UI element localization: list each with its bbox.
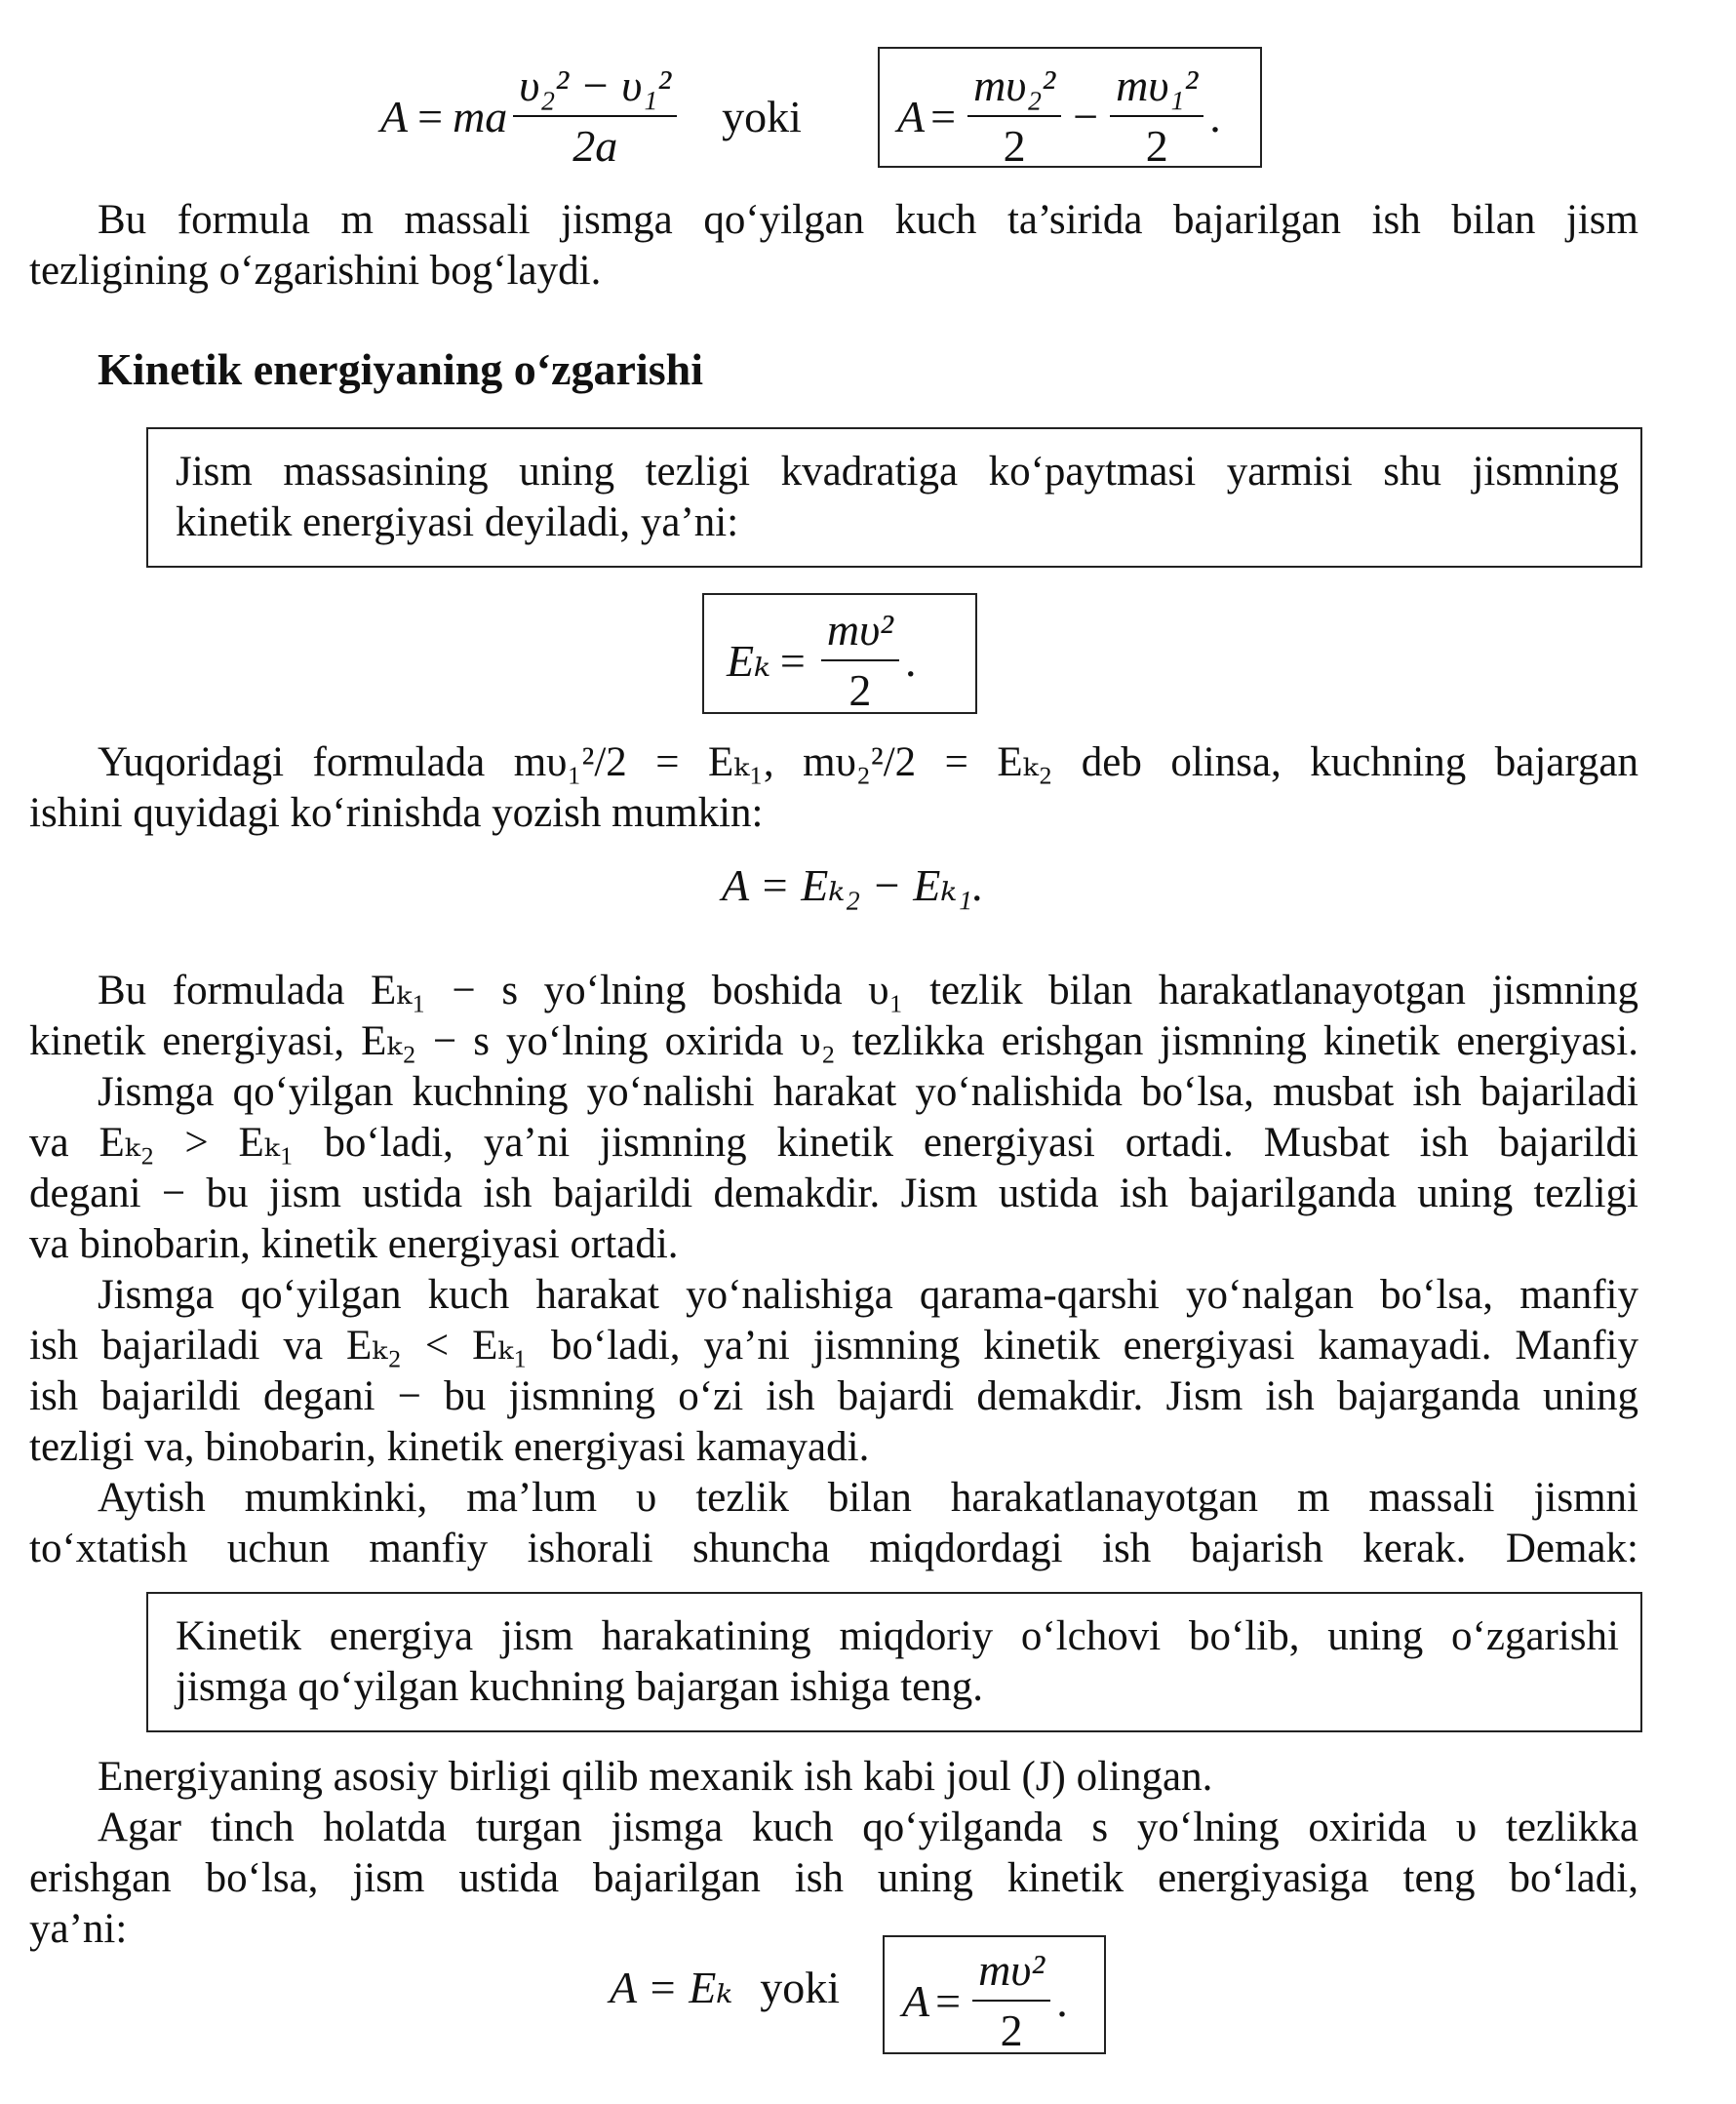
paragraph-line: ish bajarildi degani − bu jismning o‘zi ish bajardi demakdir. Jism ish bajarganda uning xyxy=(29,1373,1638,1419)
boxed-fraction xyxy=(972,1945,1050,2056)
definition-line: Kinetik energiya jism harakatining miqdoriy o‘lchovi bo‘lib, uning o‘zgarishi xyxy=(176,1613,1619,1659)
fraction-numerator: υ₂² − υ₁² xyxy=(513,60,677,117)
boxed-minus: − xyxy=(1073,91,1099,141)
boxed-formula-work-content xyxy=(897,60,1221,172)
paragraph-line: Agar tinch holatda turgan jismga kuch qo‘yilganda s yo‘lning oxirida υ tezlikka xyxy=(98,1805,1638,1850)
boxed-period: . xyxy=(1209,91,1221,141)
paragraph-line: tezligining o‘zgarishini bog‘laydi. xyxy=(29,248,602,294)
paragraph-line: va Eₖ₂ > Eₖ₁ bo‘ladi, ya’ni jismning kinetik energiyasi ortadi. Musbat ish bajarildi xyxy=(29,1120,1638,1166)
paragraph-line: erishgan bo‘lsa, jism ustida bajarilgan ish uning kinetik energiyasiga teng bo‘ladi, xyxy=(29,1855,1638,1901)
formula-work-energy-difference: A = Eₖ₂ − Eₖ₁. xyxy=(722,860,984,910)
boxed-eq: = xyxy=(935,1975,962,2026)
boxed-fraction-1 xyxy=(967,60,1061,172)
definition-line: Jism massasining uning tezligi kvadratiga ko‘paytmasi yarmisi shu jismning xyxy=(176,449,1619,495)
boxed-period: . xyxy=(1056,1975,1068,2026)
formula-eq: = xyxy=(417,91,444,141)
fraction-denominator: 2 xyxy=(848,665,872,715)
boxed-num-2: mυ₁² xyxy=(1110,60,1203,117)
formula-yoki: yoki xyxy=(722,91,802,141)
formula-eq: = xyxy=(779,635,806,686)
paragraph-line: degani − bu jism ustida ish bajarildi demakdir. Jism ustida ish bajarilganda uning tezligi xyxy=(29,1171,1638,1216)
paragraph-line: Bu formulada Eₖ₁ − s yo‘lning boshida υ₁ tezlik bilan harakatlanayotgan jismning xyxy=(98,968,1638,1013)
formula-kinetic-energy xyxy=(727,605,916,716)
formula-period: . xyxy=(904,635,917,686)
paragraph-line: Jismga qo‘yilgan kuchning yo‘nalishi harakat yo‘nalishida bo‘lsa, musbat ish bajariladi xyxy=(98,1069,1638,1115)
formula-fraction xyxy=(513,60,677,172)
section-heading: Kinetik energiyaning o‘zgarishi xyxy=(98,344,703,394)
boxed-den-2: 2 xyxy=(1145,121,1168,171)
paragraph-line: va binobarin, kinetik energiyasi ortadi. xyxy=(29,1221,679,1267)
formula-ma: ma xyxy=(453,91,508,141)
boxed-fraction-2 xyxy=(1110,60,1203,172)
definition-line: jismga qo‘yilgan kuchning bajargan ishiga teng. xyxy=(176,1664,983,1710)
fraction-numerator: mυ² xyxy=(821,605,899,661)
formula-fraction xyxy=(821,605,899,716)
paragraph-line: Energiyaning asosiy birligi qilib mexanik ish kabi joul (J) olingan. xyxy=(98,1754,1213,1800)
boxed-den: 2 xyxy=(1000,2005,1023,2055)
paragraph-line: ishini quyidagi ko‘rinishda yozish mumkin: xyxy=(29,790,764,836)
paragraph-line: to‘xtatish uchun manfiy ishorali shuncha miqdordagi ish bajarish kerak. Demak: xyxy=(29,1526,1638,1571)
formula-lhs: A = Eₖ xyxy=(610,1963,733,2012)
boxed-lhs: A xyxy=(902,1975,930,2026)
formula-work-velocity xyxy=(380,60,802,172)
boxed-den-1: 2 xyxy=(1003,121,1026,171)
boxed-formula-final-content xyxy=(902,1945,1068,2056)
boxed-eq: = xyxy=(930,91,957,141)
paragraph-line: Jismga qo‘yilgan kuch harakat yo‘nalishiga qarama-qarshi yo‘nalgan bo‘lsa, manfiy xyxy=(98,1272,1638,1318)
paragraph-line: Aytish mumkinki, ma’lum υ tezlik bilan harakatlanayotgan m massali jismni xyxy=(98,1475,1638,1521)
formula-lhs: Eₖ xyxy=(727,636,770,686)
paragraph-line: ish bajariladi va Eₖ₂ < Eₖ₁ bo‘ladi, ya’ni jismning kinetik energiyasi kamayadi. Manfiy xyxy=(29,1323,1638,1369)
boxed-num: mυ² xyxy=(972,1945,1050,2002)
paragraph-line: ya’ni: xyxy=(29,1906,128,1952)
fraction-denominator: 2a xyxy=(572,121,618,171)
definition-line: kinetik energiyasi deyiladi, ya’ni: xyxy=(176,499,739,545)
formula-yoki: yoki xyxy=(760,1962,840,2012)
formula-work-kinetic xyxy=(610,1961,840,2013)
paragraph-line: kinetik energiyasi, Eₖ₂ − s yo‘lning oxirida υ₂ tezlikka erishgan jismning kinetik energiyasi. xyxy=(29,1018,1638,1064)
paragraph-line: Bu formula m massali jismga qo‘yilgan kuch ta’sirida bajarilgan ish bilan jism xyxy=(98,197,1638,243)
formula-lhs: A xyxy=(380,91,409,141)
paragraph-line: Yuqoridagi formulada mυ₁²/2 = Eₖ₁, mυ₂²/2 = Eₖ₂ deb olinsa, kuchning bajargan xyxy=(98,739,1638,785)
boxed-num-1: mυ₂² xyxy=(967,60,1061,117)
paragraph-line: tezligi va, binobarin, kinetik energiyasi kamayadi. xyxy=(29,1424,870,1470)
boxed-lhs: A xyxy=(897,91,926,141)
